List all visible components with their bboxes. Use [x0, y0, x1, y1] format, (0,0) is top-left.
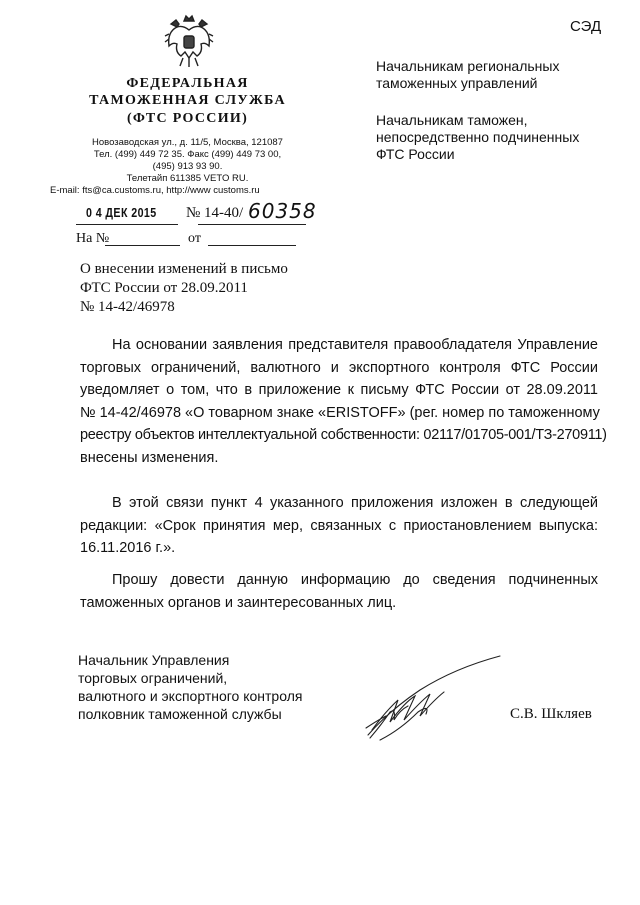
org-name-line1: ФЕДЕРАЛЬНАЯ — [126, 76, 249, 91]
reference-date-label: от — [188, 231, 201, 246]
body-line: В этой связи пункт 4 указанного приложения изложен в следующей — [112, 495, 598, 511]
body-line: На основании заявления представителя правообладателя Управление — [112, 337, 598, 353]
org-address: Новозаводская ул., д. 11/5, Москва, 121087 — [92, 137, 283, 148]
signatory-title-line4: полковник таможенной службы — [78, 706, 282, 722]
coat-of-arms-emblem — [163, 12, 215, 70]
reference-number-line — [105, 245, 180, 246]
recipient-2-line2: непосредственно подчиненных — [376, 129, 580, 145]
outgoing-number-prefix: № 14-40/ — [186, 205, 244, 221]
body-line: 16.11.2016 г.». — [80, 540, 176, 557]
org-fax2: (495) 913 93 90. — [152, 161, 223, 172]
body-line: реестру объектов интеллектуальной собственности: 02117/01705-001/ТЗ-270911) — [80, 427, 607, 444]
signer-name: С.В. Шкляев — [510, 706, 592, 722]
recipient-2-line3: ФТС России — [376, 146, 455, 162]
document-system-mark: СЭД — [570, 18, 602, 35]
body-line: № 14-42/46978 «О товарном знаке «ERISTOFF» (рег. номер по таможенному — [80, 404, 600, 421]
recipient-1-line2: таможенных управлений — [376, 75, 538, 91]
signatory-title-line3: валютного и экспортного контроля — [78, 688, 303, 704]
org-teletype: Телетайп 611385 VETO RU. — [126, 173, 249, 184]
subject-line2: ФТС России от 28.09.2011 — [80, 280, 248, 296]
body-line: торговых ограничений, валютного и экспортного контроля ФТС России — [80, 359, 598, 376]
body-paragraph-1 — [80, 334, 607, 470]
outgoing-number-handwritten: 60358 — [248, 199, 317, 223]
org-name-line3: (ФТС РОССИИ) — [126, 111, 249, 126]
subject-line3: № 14-42/46978 — [80, 299, 175, 315]
reference-number-label: На № — [76, 231, 110, 246]
signatory-title-line1: Начальник Управления — [78, 652, 230, 668]
date-stamp: 0 4 ДЕК 2015 — [86, 205, 157, 220]
body-line: внесены изменения. — [80, 449, 219, 466]
recipient-1-line1: Начальникам региональных — [376, 58, 560, 74]
signatory-title-line2: торговых ограничений, — [78, 670, 228, 686]
handwritten-signature — [360, 650, 510, 745]
body-line: Прошу довести данную информацию до сведения подчиненных — [112, 572, 598, 588]
body-line: редакции: «Срок принятия мер, связанных с приостановлением выпуска: — [80, 517, 598, 534]
date-underline — [76, 224, 178, 225]
recipient-2-line1: Начальникам таможен, — [376, 112, 528, 128]
org-email: E-mail: fts@ca.customs.ru, http://www customs.ru — [50, 185, 260, 196]
body-line: уведомляет о том, что в приложение к письму ФТС России от 28.09.2011 — [80, 382, 598, 399]
body-paragraph-2 — [80, 492, 598, 560]
org-phone-fax: Тел. (499) 449 72 35. Факс (499) 449 73 00, — [93, 149, 282, 160]
org-name-line2: ТАМОЖЕННАЯ СЛУЖБА — [89, 93, 286, 108]
body-paragraph-3 — [80, 569, 598, 614]
subject-line1: О внесении изменений в письмо — [80, 261, 288, 277]
number-underline — [198, 224, 306, 225]
reference-date-line — [208, 245, 296, 246]
body-line: таможенных органов и заинтересованных лиц. — [80, 594, 397, 611]
